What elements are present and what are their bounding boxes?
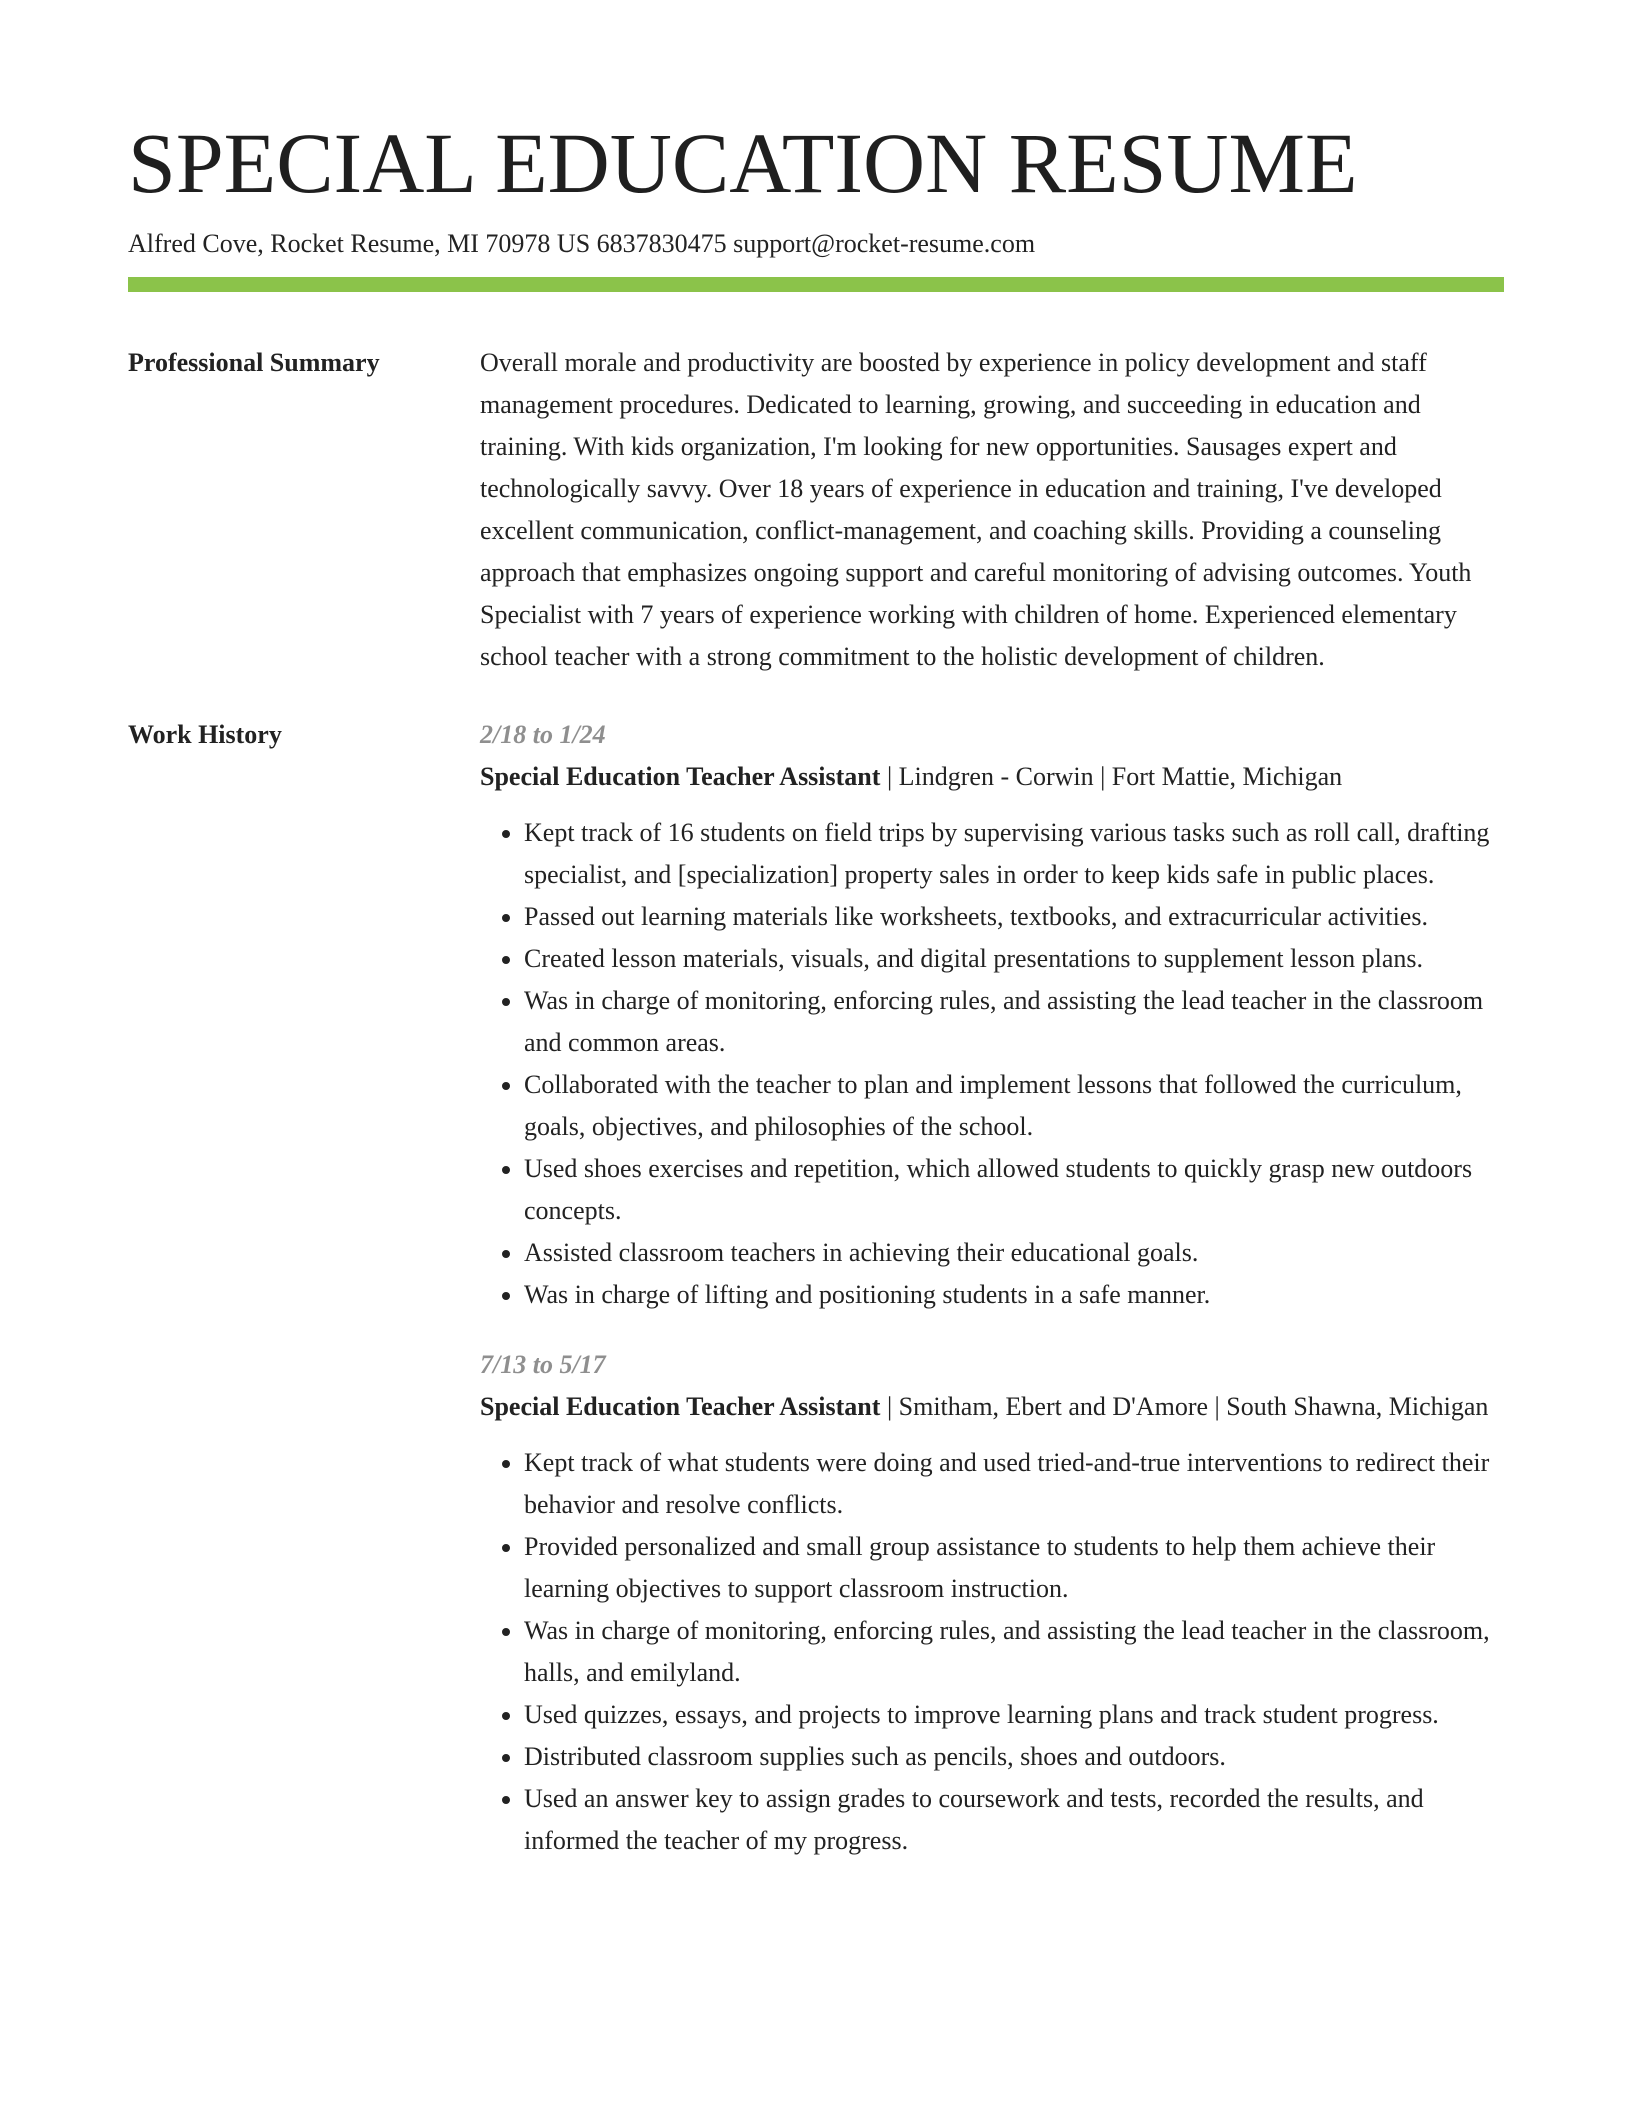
job-heading <box>480 1386 1504 1428</box>
bullet-item: • Was in charge of monitoring, enforcing rules, and assisting the lead teacher in the classroom, halls, and emilyland. <box>524 1610 1504 1694</box>
professional-summary-section <box>128 342 1504 678</box>
bullet-item: • Kept track of 16 students on field trips by supervising various tasks such as roll call, drafting specialist, and [specialization] property sales in order to keep kids safe in public places. <box>524 812 1504 896</box>
job-bullets <box>480 812 1504 1316</box>
accent-divider <box>128 277 1504 292</box>
bullet-item: • Used quizzes, essays, and projects to improve learning plans and track student progress. <box>524 1694 1504 1736</box>
bullet-item: • Passed out learning materials like worksheets, textbooks, and extracurricular activities. <box>524 896 1504 938</box>
job-title: Special Education Teacher Assistant <box>480 762 881 792</box>
bullet-item: • Provided personalized and small group assistance to students to help them achieve their learning objectives to support classroom instruction. <box>524 1526 1504 1610</box>
bullet-item: • Kept track of what students were doing and used tried-and-true interventions to redirect their behavior and resolve conflicts. <box>524 1442 1504 1526</box>
work-history-section <box>128 714 1504 1862</box>
summary-text: Overall morale and productivity are boosted by experience in policy development and staff management procedures. Dedicated to learning, growing, and succeeding in education and training. With kids organization, I'm looking for new opportunities. Sausages expert and technologically savvy. Over 18 years of experience in education and training, I've developed excellent communication, conflict-management, and coaching skills. Providing a counseling approach that emphasizes ongoing support and careful monitoring of advising outcomes. Youth Specialist with 7 years of experience working with children of home. Experienced elementary school teacher with a strong commitment to the holistic development of children. <box>480 348 1472 672</box>
job-employer-location: | Lindgren - Corwin | Fort Mattie, Michigan <box>880 762 1343 792</box>
job-dates: 7/13 to 5/17 <box>480 1350 606 1380</box>
bullet-item: • Used an answer key to assign grades to coursework and tests, recorded the results, and informed the teacher of my progress. <box>524 1778 1504 1862</box>
job-entry <box>480 1344 1504 1862</box>
bullet-item: • Used shoes exercises and repetition, which allowed students to quickly grasp new outdoors concepts. <box>524 1148 1504 1232</box>
bullet-item: • Distributed classroom supplies such as pencils, shoes and outdoors. <box>524 1736 1504 1778</box>
contact-line: Alfred Cove, Rocket Resume, MI 70978 US 6837830475 support@rocket-resume.com <box>128 229 1036 259</box>
bullet-item: • Created lesson materials, visuals, and digital presentations to supplement lesson plans. <box>524 938 1504 980</box>
bullet-item: • Was in charge of monitoring, enforcing rules, and assisting the lead teacher in the classroom and common areas. <box>524 980 1504 1064</box>
resume-title: SPECIAL EDUCATION RESUME <box>128 115 1358 211</box>
job-dates: 2/18 to 1/24 <box>480 720 606 750</box>
section-label-work-history: Work History <box>128 720 282 750</box>
bullet-item: • Collaborated with the teacher to plan and implement lessons that followed the curriculum, goals, objectives, and philosophies of the school. <box>524 1064 1504 1148</box>
job-heading <box>480 756 1504 798</box>
job-title: Special Education Teacher Assistant <box>480 1392 881 1422</box>
section-label-professional-summary: Professional Summary <box>128 348 380 378</box>
bullet-item: • Was in charge of lifting and positioning students in a safe manner. <box>524 1274 1504 1316</box>
resume-page <box>128 0 1504 1862</box>
job-bullets <box>480 1442 1504 1862</box>
bullet-item: • Assisted classroom teachers in achieving their educational goals. <box>524 1232 1504 1274</box>
work-history-list <box>480 714 1504 1862</box>
job-entry <box>480 714 1504 1316</box>
job-employer-location: | Smitham, Ebert and D'Amore | South Shawna, Michigan <box>880 1392 1489 1422</box>
